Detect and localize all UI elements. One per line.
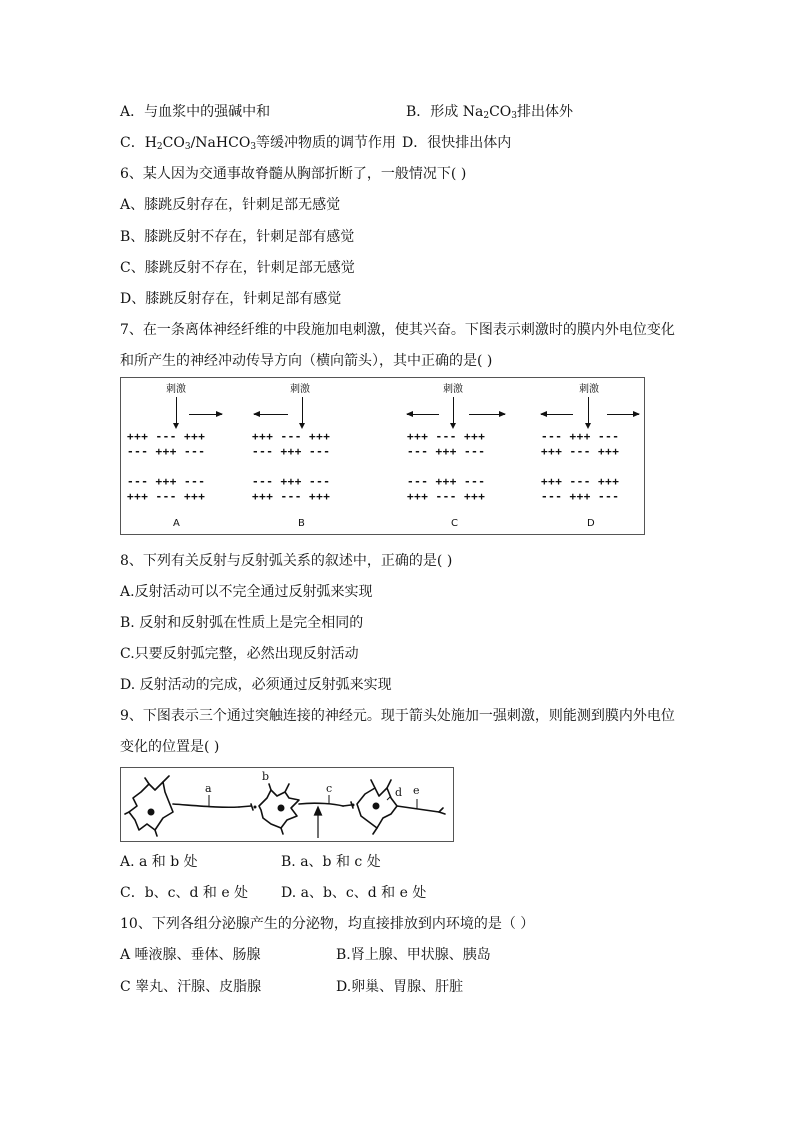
panel-label: C [451,518,458,529]
q9-option-d: D. a、b、c、d 和 e 处 [281,885,427,901]
label-a: a [205,782,212,795]
q9-neuron-figure [120,767,454,842]
label-d: d [395,786,403,799]
nucleus-1 [148,809,155,816]
panel-label: A [173,518,180,529]
stimulus-label: 刺激 [290,384,310,395]
q10-option-d: D.卵巢、胃腺、肝脏 [336,979,464,995]
arrowhead-icon [450,423,456,429]
stimulus-arrow [176,397,177,425]
q5-option-b [406,102,573,122]
stimulus-label: 刺激 [443,384,463,395]
panel-label: B [298,518,305,529]
figure-panel-c [401,378,531,534]
charge-row: --- +++ --- [127,475,206,488]
q6-option-a: A、膝跳反射存在，针刺足部无感觉 [120,197,341,213]
charge-row: +++ --- +++ [541,445,620,458]
charge-row: +++ --- +++ [252,430,331,443]
stimulus-arrow [302,397,303,425]
arrowhead-icon [299,423,305,429]
subscript: 3 [184,142,191,152]
q6-option-d: D、膝跳反射存在，针刺足部有感觉 [120,291,342,307]
charge-row: +++ --- +++ [127,430,206,443]
q9-option-a: A. a 和 b 处 [120,854,198,870]
arrowhead-icon [173,423,179,429]
stimulus-arrow [588,397,589,425]
charge-row: --- +++ --- [252,445,331,458]
stimulus-arrow [453,397,454,425]
left-arrow-icon [541,414,573,415]
q10-option-b: B.肾上腺、甲状腺、胰岛 [336,947,491,963]
q8-option-c: C.只要反射弧完整，必然出现反射活动 [120,646,359,662]
charge-row: --- +++ --- [127,445,206,458]
stimulus-label: 刺激 [579,384,599,395]
q10-stem: 10、下列各组分泌腺产生的分泌物，均直接排放到内环境的是（ ） [120,916,535,932]
q9-stem-line2: 变化的位置是( ) [120,739,220,755]
charge-row: --- +++ --- [541,490,620,503]
charge-row: +++ --- +++ [407,490,486,503]
right-arrow-icon [469,414,505,415]
q5-option-c-text: CO [162,135,185,151]
right-arrow-icon [607,414,639,415]
q5-option-d: D．很快排出体内 [402,135,512,151]
left-arrow-icon [407,414,439,415]
nucleus-3 [373,803,380,810]
q7-figure [120,377,645,535]
subscript: 2 [156,142,163,152]
q5-option-c [120,133,396,153]
q5-option-c-text: 等缓冲物质的调节作用 [256,135,397,151]
subscript: 3 [250,142,257,152]
stimulus-label: 刺激 [166,384,186,395]
label-c: c [326,782,333,795]
q5-option-b-text: 排出体外 [517,104,574,120]
q6-option-b: B、膝跳反射不存在，针刺足部有感觉 [120,229,355,245]
q5-option-c-text: C．H [120,135,157,151]
q9-option-c: C．b、c、d 和 e 处 [120,885,249,901]
q8-option-a: A.反射活动可以不完全通过反射弧来实现 [120,584,373,600]
subscript: 2 [483,111,490,121]
q5-option-c-text: /NaHCO [190,135,251,151]
panel-label: D [587,518,595,529]
q10-option-c: C 睾丸、汗腺、皮脂腺 [120,979,262,995]
charge-row: --- +++ --- [541,430,620,443]
charge-row: --- +++ --- [252,475,331,488]
q7-stem-line2: 和所产生的神经冲动传导方向（横向箭头），其中正确的是( ) [120,353,493,369]
q10-option-a: A 唾液腺、垂体、肠腺 [120,947,261,963]
q8-option-d: D. 反射活动的完成，必须通过反射弧来实现 [120,677,392,693]
figure-panel-b [246,378,376,534]
left-arrow-icon [254,414,288,415]
figure-panel-a [121,378,251,534]
q5-option-b-text: CO [489,104,512,120]
q9-option-b: B. a、b 和 c 处 [281,854,381,870]
charge-row: +++ --- +++ [127,490,206,503]
q6-option-c: C、膝跳反射不存在，针刺足部无感觉 [120,260,355,276]
charge-row: --- +++ --- [407,445,486,458]
q6-stem: 6、某人因为交通事故脊髓从胸部折断了，一般情况下( ) [120,166,467,182]
charge-row: --- +++ --- [407,475,486,488]
label-e: e [413,784,420,797]
q8-option-b: B. 反射和反射弧在性质上是完全相同的 [120,615,364,631]
neuron-1-body [129,782,173,830]
charge-row: +++ --- +++ [407,430,486,443]
q5-option-a: A．与血浆中的强碱中和 [120,104,271,120]
neuron-diagram [121,768,453,841]
q9-stem-line1: 9、下图表示三个通过突触连接的神经元。现于箭头处施加一强刺激，则能测到膜内外电位 [120,708,675,724]
q8-stem: 8、下列有关反射与反射弧关系的叙述中，正确的是( ) [120,553,453,569]
right-arrow-icon [189,414,222,415]
charge-row: +++ --- +++ [252,490,331,503]
arrowhead-icon [585,423,591,429]
subscript: 3 [511,111,518,121]
nucleus-2 [278,805,285,812]
q7-stem-line1: 7、在一条离体神经纤维的中段施加电刺激，使其兴奋。下图表示刺激时的膜内外电位变化 [120,322,675,338]
q5-option-b-text: B．形成 Na [406,104,484,120]
figure-panel-d [535,378,665,534]
charge-row: +++ --- +++ [541,475,620,488]
label-b: b [262,770,270,783]
